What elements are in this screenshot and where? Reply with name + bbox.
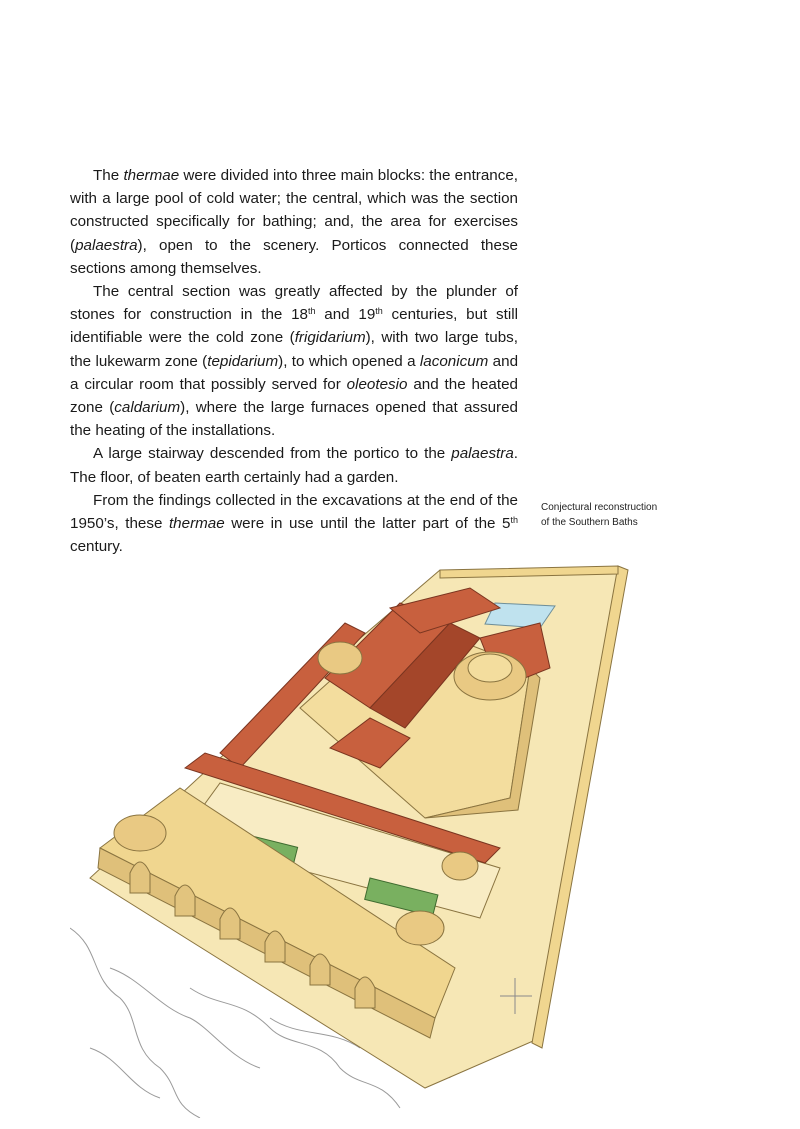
italic-term: palaestra (451, 445, 514, 463)
dome (318, 642, 362, 674)
text-run: The (93, 167, 124, 184)
caption-line: Conjectural reconstruction (541, 502, 658, 513)
dome (468, 654, 512, 682)
italic-term: frigidarium (294, 329, 366, 347)
dome (114, 815, 166, 851)
text-run: . The floor, of beaten earth certainly had a garden. (70, 445, 518, 486)
text-run: and 19 (315, 306, 376, 324)
italic-term: tepidarium (207, 352, 279, 370)
italic-term: palaestra (75, 236, 138, 254)
paragraph-3 (70, 442, 518, 488)
text-run: century. (70, 538, 123, 556)
italic-term: thermae (123, 167, 180, 184)
text-run: centuries, but still identifiable were the cold zone ( (70, 306, 518, 347)
italic-term: caldarium (114, 399, 181, 417)
text-run: ), to which opened a (278, 352, 420, 370)
superscript: th (375, 306, 383, 317)
italic-term: thermae (168, 515, 225, 533)
italic-term: oleotesio (346, 375, 408, 393)
superscript: th (510, 515, 518, 526)
paragraph-2 (70, 280, 518, 442)
text-run: A large stairway descended from the portico to the (93, 445, 452, 463)
text-run: ), with two large tubs, the lukewarm zone ( (70, 329, 518, 370)
paragraph-1 (70, 164, 518, 280)
text-run: ), open to the scenery. Porticos connected these sections among themselves. (70, 236, 518, 277)
body-text (70, 164, 518, 558)
text-run: and the heated zone ( (70, 375, 518, 417)
text-run: were divided into three main blocks: the entrance, with a large pool of cold water; the central, which was the section constructed specifically for bathing; and, the area for exercises ( (70, 167, 519, 254)
figure-caption (541, 500, 691, 530)
superscript: th (308, 306, 316, 317)
dome (396, 911, 444, 945)
italic-term: laconicum (419, 352, 489, 370)
baths-reconstruction-illustration (70, 548, 630, 1118)
dome (442, 852, 478, 880)
text-run: ), where the large furnaces opened that assured the heating of the installations. (70, 399, 519, 440)
text-run: The central section was greatly affected by the plunder of stones for construction in the 18 (70, 283, 518, 324)
text-run: were in use until the latter part of the 5 (224, 515, 511, 533)
text-run: From the findings collected in the excavations at the end of the 1950’s, these (70, 491, 518, 533)
caption-line: of the Southern Baths (541, 517, 638, 528)
text-run: and a circular room that possibly served for (70, 352, 519, 393)
